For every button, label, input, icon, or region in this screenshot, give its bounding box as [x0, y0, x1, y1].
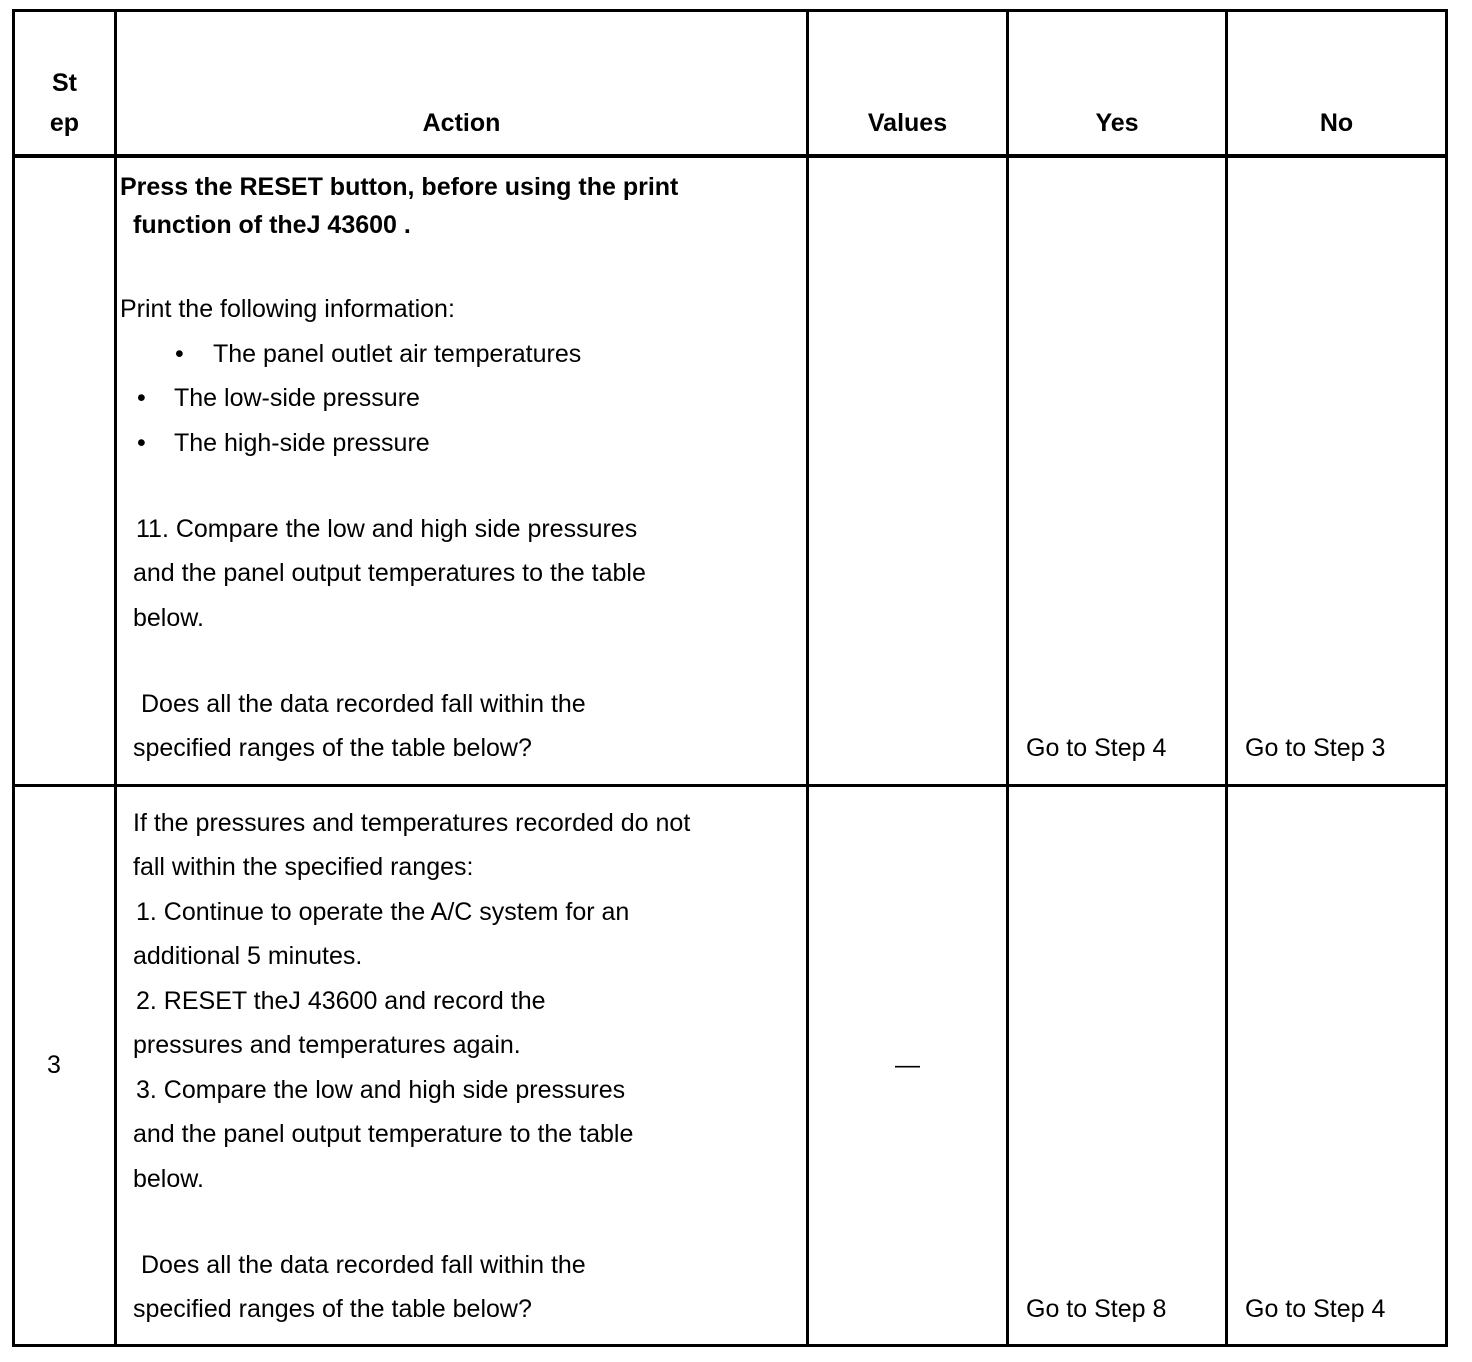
row2-values: — — [895, 1051, 920, 1079]
column-divider-values — [1006, 9, 1009, 1347]
table-border-left — [12, 9, 15, 1347]
row2-step: 3 — [47, 1051, 61, 1079]
table-border-bottom — [12, 1344, 1448, 1347]
row1-question-line2: specified ranges of the table below? — [133, 734, 532, 762]
row1-compare-line2: and the panel output temperatures to the table — [133, 559, 646, 587]
row1-compare-line1: 11. Compare the low and high side pressures — [136, 515, 638, 543]
column-divider-step — [114, 9, 117, 1347]
row2-action-line: and the panel output temperature to the table — [133, 1120, 634, 1148]
bullet-glyph: • — [137, 384, 146, 412]
bullet-glyph: • — [137, 429, 146, 457]
list-item: The high-side pressure — [174, 429, 430, 457]
header-no: No — [1319, 109, 1354, 137]
row2-action-line: If the pressures and temperatures recorded do not — [133, 809, 691, 837]
header-step-line1: St — [52, 69, 77, 97]
header-yes: Yes — [1095, 109, 1139, 137]
row2-question-line1: Does all the data recorded fall within the — [141, 1251, 586, 1279]
row2-action-line: 1. Continue to operate the A/C system for an — [136, 898, 630, 926]
row2-action-line: pressures and temperatures again. — [133, 1031, 521, 1059]
row1-print-intro: Print the following information: — [120, 295, 455, 323]
list-item: The panel outlet air temperatures — [213, 340, 582, 368]
row-divider — [12, 784, 1448, 787]
header-divider — [12, 154, 1448, 158]
column-divider-action — [806, 9, 809, 1347]
row2-question-line2: specified ranges of the table below? — [133, 1295, 532, 1323]
header-action: Action — [422, 109, 501, 137]
row1-question-line1: Does all the data recorded fall within the — [141, 690, 586, 718]
row2-action-line: below. — [133, 1165, 204, 1193]
row2-action-line: additional 5 minutes. — [133, 942, 363, 970]
table-border-top — [12, 9, 1448, 12]
row1-action-bold-line1: Press the RESET button, before using the print — [120, 173, 679, 201]
column-divider-yes — [1225, 9, 1228, 1347]
row2-action-line: 3. Compare the low and high side pressures — [136, 1076, 626, 1104]
row2-action-line: fall within the specified ranges: — [133, 853, 474, 881]
row2-yes: Go to Step 8 — [1026, 1295, 1167, 1323]
list-item: The low-side pressure — [174, 384, 420, 412]
row1-compare-line3: below. — [133, 604, 204, 632]
row2-action-line: 2. RESET theJ 43600 and record the — [136, 987, 546, 1015]
bullet-glyph: • — [175, 340, 184, 368]
table-border-right — [1445, 9, 1448, 1347]
header-values: Values — [867, 109, 948, 137]
header-step-line2: ep — [49, 109, 80, 137]
row1-no: Go to Step 3 — [1245, 734, 1386, 762]
row2-no: Go to Step 4 — [1245, 1295, 1386, 1323]
row1-action-bold-line2: function of theJ 43600 . — [133, 211, 411, 239]
row1-yes: Go to Step 4 — [1026, 734, 1167, 762]
